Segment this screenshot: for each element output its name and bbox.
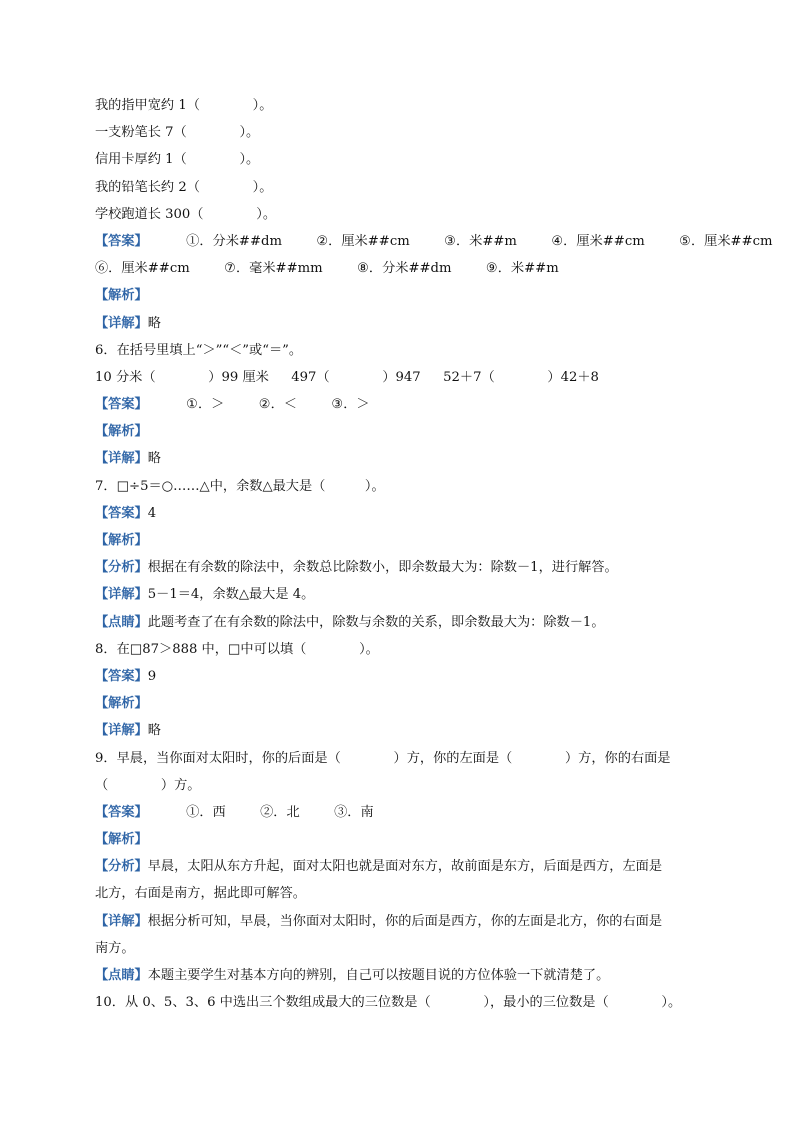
q9-analysis (95, 826, 705, 853)
q7-fenxi (95, 554, 705, 581)
fenxi-text: 根据在有余数的除法中，余数总比除数小，即余数最大为：除数－1，进行解答。 (147, 560, 618, 576)
q8-detail (95, 717, 705, 744)
fenxi-text: 早晨，太阳从东方升起，面对太阳也就是面对东方，故前面是东方，后面是西方，左面是 (147, 859, 663, 875)
q5-line-3: 信用卡厚约 1（ ）。 (95, 152, 260, 168)
detail-text: 略 (147, 315, 161, 331)
answer-item: ③．米##m (444, 233, 517, 249)
q9-fenxi-line-2: 北方，右面是南方，据此即可解答。 (95, 886, 306, 902)
answer-item: ①．西 (186, 804, 226, 820)
q6-item: 52＋7（ ）42＋8 (443, 369, 599, 385)
answer-item: ①．分米##dm (186, 233, 282, 249)
q7-answer (95, 500, 705, 527)
q8-title: 8．在□87＞888 中，□中可以填（ ）。 (95, 641, 379, 657)
q9-fenxi-line-1 (95, 853, 705, 880)
q7-analysis (95, 527, 705, 554)
detail-tag: 【详解】 (95, 723, 148, 739)
q5-answer-row-1 (95, 228, 773, 255)
q6-items (95, 364, 705, 391)
q9-detail-line-2: 南方。 (95, 940, 135, 956)
fenxi-tag: 【分析】 (95, 560, 148, 576)
q5-line-1: 我的指甲宽约 1（ ）。 (95, 98, 273, 113)
q7-title: 7．□÷5＝○……△中，余数△最大是（ ）。 (95, 478, 385, 494)
answer-text: 9 (147, 668, 157, 684)
dianjing-text: 本题主要学生对基本方向的辨别，自己可以按题目说的方位体验一下就清楚了。 (147, 968, 610, 983)
q9-title-line-2: （ ）方。 (95, 777, 201, 793)
detail-tag: 【详解】 (95, 451, 148, 467)
document-page (95, 92, 773, 1016)
detail-text: 略 (147, 723, 161, 739)
answer-item: ③．＞ (331, 397, 370, 413)
q9-detail-line-1 (95, 908, 705, 935)
detail-text: 根据分析可知，早晨，当你面对太阳时，你的后面是西方，你的左面是北方，你的右面是 (147, 913, 663, 929)
analysis-tag: 【解析】 (95, 288, 148, 304)
detail-tag: 【详解】 (95, 315, 148, 331)
answer-item: ⑦．毫米##mm (224, 261, 323, 277)
q6-analysis (95, 418, 705, 445)
dianjing-tag: 【点睛】 (95, 614, 148, 630)
detail-text: 5－1＝4，余数△最大是 4。 (147, 587, 315, 603)
dianjing-tag: 【点睛】 (95, 968, 148, 983)
answer-tag: 【答案】 (95, 668, 148, 684)
answer-item: ③．南 (334, 804, 374, 820)
q5-line-4: 我的铅笔长约 2（ ）。 (95, 179, 273, 195)
answer-tag: 【答案】 (95, 233, 148, 249)
answer-tag: 【答案】 (95, 505, 148, 521)
answer-item: ⑨．米##m (485, 261, 559, 277)
q8-answer (95, 663, 705, 690)
fenxi-tag: 【分析】 (95, 859, 148, 875)
answer-item: ②．北 (260, 804, 300, 820)
q5-line-2: 一支粉笔长 7（ ）。 (95, 125, 260, 141)
q5-analysis (95, 282, 705, 309)
answer-item: ④．厘米##cm (551, 233, 645, 249)
answer-item: ⑧．分米##dm (357, 261, 452, 277)
q9-dianjing (95, 962, 705, 989)
q6-item: 497（ ）947 (291, 369, 421, 385)
q7-detail (95, 581, 705, 608)
answer-item: ⑥．厘米##cm (95, 261, 190, 277)
answer-item: ②．＜ (258, 397, 297, 413)
q6-title: 6．在括号里填上“＞”“＜”或“＝”。 (95, 342, 303, 358)
q5-line-5: 学校跑道长 300（ ）。 (95, 206, 277, 222)
answer-item: ①．＞ (186, 397, 225, 413)
detail-tag: 【详解】 (95, 913, 148, 929)
q9-title-line-1: 9．早晨，当你面对太阳时，你的后面是（ ）方，你的左面是（ ）方，你的右面是 (95, 750, 671, 766)
q5-answer-row-2 (95, 255, 705, 282)
answer-text: 4 (147, 505, 157, 521)
q9-answer (95, 799, 705, 826)
detail-tag: 【详解】 (95, 587, 148, 603)
q5-detail (95, 310, 705, 337)
q8-analysis (95, 690, 705, 717)
analysis-tag: 【解析】 (95, 533, 148, 548)
analysis-tag: 【解析】 (95, 424, 148, 440)
answer-item: ②．厘米##cm (316, 233, 410, 249)
q6-detail (95, 445, 705, 472)
q10-title: 10．从 0、5、3、6 中选出三个数组成最大的三位数是（ ），最小的三位数是（ ）。 (95, 995, 682, 1011)
answer-item: ⑤．厘米##cm (679, 233, 773, 249)
detail-text: 略 (147, 451, 161, 467)
analysis-tag: 【解析】 (95, 832, 148, 848)
q7-dianjing (95, 609, 705, 636)
answer-tag: 【答案】 (95, 397, 148, 413)
answer-tag: 【答案】 (95, 804, 148, 820)
q6-answer (95, 391, 705, 418)
analysis-tag: 【解析】 (95, 696, 148, 712)
dianjing-text: 此题考查了在有余数的除法中，除数与余数的关系，即余数最大为：除数－1。 (147, 614, 605, 630)
q6-item: 10 分米（ ）99 厘米 (95, 369, 269, 385)
